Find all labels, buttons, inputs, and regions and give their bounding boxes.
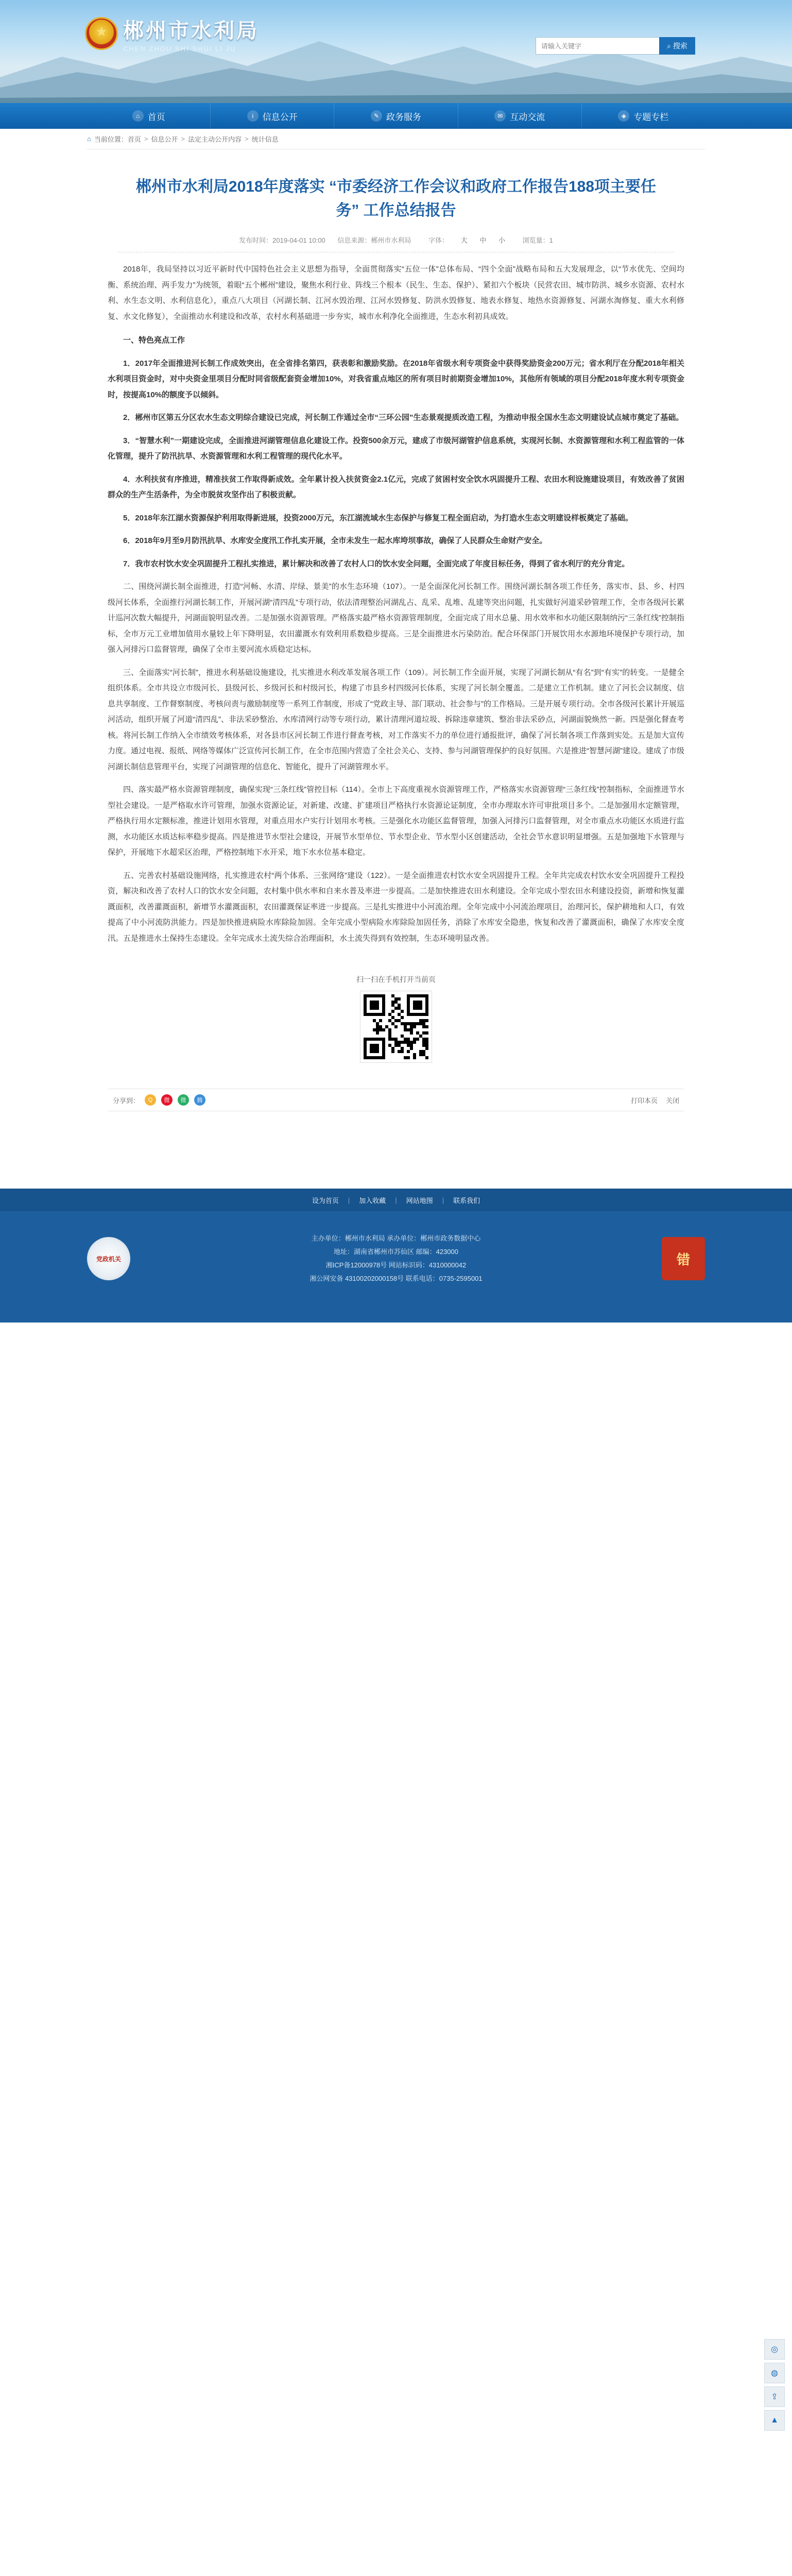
nav-item-label: 政务服务 [386, 112, 421, 122]
print-button[interactable]: 打印本页 [630, 1096, 658, 1105]
nav-item-label: 互动交流 [510, 112, 545, 122]
share-bar [113, 1094, 205, 1106]
tencent-share-icon[interactable]: 腾 [194, 1094, 205, 1106]
breadcrumb-separator: > [245, 135, 249, 143]
qr-code-image [364, 994, 428, 1059]
side-float-buttons [764, 2339, 785, 2431]
top-float-icon[interactable]: ▲ [764, 2410, 785, 2431]
search-box [536, 37, 695, 55]
footer-separator: | [395, 1196, 397, 1204]
publish-time: 发布时间：2019-04-01 10:00 [239, 236, 325, 244]
share-label: 分享到： [113, 1096, 140, 1105]
article-meta [118, 228, 674, 252]
article-paragraph: 五、完善农村基础设施网络，扎实推进农村“两个体系、三张网络”建设（122）。一是全面推进农村饮水安全巩固提升工程。全年共完成农村饮水安全巩固提升工程投资，解决和改善了农村人口的饮水安全问题，农村集中供水率和自来水普及率进一步提高。二是加快推进农田水利建设。全年完成小型农田水利建设投资，新增和恢复灌溉面积，改善灌溉面积，新增节水灌溉面积，农田灌溉保证率进一步提高。三是扎实推进中小河流治理。全年完成中小河流治理项目，治理河长，保护耕地和人口，有效提高了中小河流防洪能力。四是加快推进病险水库除险加固。全年完成小型病险水库除险加固任务，消除了水库安全隐患，恢复和改善了灌溉面积，确保了水库安全度汛。五是推进水土保持生态建设。全年完成水土流失综合治理面积，水土流失得到有效控制，生态环境明显改善。 [108, 871, 684, 943]
font-size-large[interactable]: 大 [460, 236, 468, 244]
site-name-cn: 郴州市水利局 [123, 20, 259, 42]
nav-item-home[interactable] [87, 103, 211, 129]
footer-info [151, 1232, 641, 1285]
footer-separator: | [442, 1196, 444, 1204]
footer-link-home[interactable]: 设为首页 [312, 1196, 339, 1205]
location-icon: ⌂ [87, 135, 91, 143]
topic-icon: ◈ [618, 110, 629, 122]
qr-section [108, 954, 684, 1073]
nav-item-label: 专题专栏 [633, 112, 669, 122]
article-paragraph: 1．2017年全面推进河长制工作成效突出，在全省排名第四，获表彰和激励奖励。在2018年省级水利专项资金中获得奖励资金200万元；省水利厅在分配2018年相关水利项目资金时，对中央资金里项目分配时同省级配套资金增加10%，对我省重点地区的所有项目时前期资金增加10%，其他所有领域的项目分配2018年度水利专项资金时，按提高10%的额度予以倾斜。 [108, 359, 684, 399]
footer-links [0, 1189, 792, 1211]
article-body [108, 262, 684, 946]
weibo-float-icon[interactable]: ◍ [764, 2363, 785, 2383]
footer-link-favorite[interactable]: 加入收藏 [359, 1196, 386, 1205]
footer-police: 湘公网安备 43100202000158号 联系电话：0735-2595001 [309, 1275, 483, 1282]
national-emblem-icon [85, 17, 118, 50]
main-nav [0, 103, 792, 129]
article-paragraph: 4．水利扶贫有序推进，精准扶贫工作取得新成效。全年累计投入扶贫资金2.1亿元，完成了贫困村安全饮水巩固提升工程、农田水利设施建设项目，有效改善了贫困群众的生产生活条件，为全市脱贫攻坚作出了积极贡献。 [108, 474, 684, 499]
article-paragraph: 三、全面落实“河长制”，推进水利基础设施建设，扎实推进水利改革发展各项工作（109）。河长制工作全面开展，实现了河湖长制从“有名”到“有实”的转变。一是健全组织体系。全市共设立市级河长、县级河长、乡级河长和村级河长，构建了市县乡村四级河长体系，实现了河长制全覆盖。二是建立工作机制。建立了河长会议制度、信息共享制度、工作督察制度、考核问责与激励制度等一系列工作制度，形成了“党政主导、部门联动、社会参与”的工作格局。三是开展专项行动。全市各级河长累计开展巡河活动，组织开展了河道“清四乱”、非法采砂整治、水库清网行动等专项行动，累计清理河道垃圾、拆除违章建筑、整治非法采砂点，河湖面貌焕然一新。四是强化督查考核。将河长制工作纳入全市绩效考核体系，对各县市区河长制工作进行督查考核，对工作落实不力的单位进行通报批评，确保了河长制各项工作落到实处。五是加大宣传力度。通过电视、报纸、网络等媒体广泛宣传河长制工作，在全市范围内营造了全社会关心、支持、参与河湖管理保护的良好氛围。六是推进“智慧河湖”建设。建成了市级河湖长制信息管理平台，实现了河湖管理的信息化、智能化，提升了河湖管理水平。 [108, 668, 684, 771]
footer-spacer [0, 1111, 792, 1189]
site-logo[interactable] [85, 14, 259, 53]
article-paragraph: 四、落实最严格水资源管理制度，确保实现“三条红线”管控目标（114）。全市上下高度重视水资源管理工作，严格落实水资源管理“三条红线”控制指标，全面推进节水型社会建设。一是严格取水许可管理，加强水资源论证，对新建、改建、扩建项目严格执行水资源论证制度，全市办理取水许可审批项目多个。二是加强用水定额管理，严格执行用水定额标准，推进计划用水管理，对重点用水户实行计划用水考核。三是强化水功能区监督管理，加强入河排污口监督管理，对全市重点水功能区水质进行监测，水功能区水质达标率稳步提高。四是推进节水型社会建设，开展节水型单位、节水型企业、节水型小区创建活动，全社会节水意识明显增强。五是加强地下水管理与保护，开展地下水超采区治理，严格控制地下水开采，地下水水位基本稳定。 [108, 785, 684, 857]
font-size-label: 字体： [428, 236, 449, 244]
footer-link-contact[interactable]: 联系我们 [453, 1196, 480, 1205]
breadcrumb-home[interactable]: 首页 [127, 135, 141, 143]
wechat-float-icon[interactable]: ◎ [764, 2339, 785, 2360]
nav-item-label: 首页 [147, 112, 165, 122]
search-input[interactable] [536, 38, 659, 54]
search-icon: ⌕ [667, 41, 671, 50]
article-title: 郴州市水利局2018年度落实 “市委经济工作会议和政府工作报告188项主要任务” 工作总结报告 [135, 178, 657, 219]
breadcrumb [87, 129, 705, 149]
info-icon: i [247, 110, 259, 122]
article-paragraph: 2018年，我局坚持以习近平新时代中国特色社会主义思想为指导，全面贯彻落实“五位一体”总体布局、“四个全面”战略布局和五大发展理念，以“节水优先、空间均衡、系统治理、两手发力”为统领，着眼“五个郴州”建设，聚焦水利行业、阵线三个根本（民生、生态、保护）、紧扣六个板块（民营农田、城市防洪、城乡水资源、农村水利、水生态文明、水利信息化），重点八大项目（河湖长制、江河水毁治理、江河水毁修复、防洪水毁修复、地表水修复、地热水资源修复、河湖水淘修复、重大水利修复、水文化修复），全面推动水利建设和改革，农村水利基础进一步夯实，城市水利净化全面推进，生态水利初具成效。 [108, 265, 684, 321]
footer-link-sitemap[interactable]: 网站地图 [406, 1196, 433, 1205]
nav-item-label: 信息公开 [262, 112, 298, 122]
breadcrumb-stats[interactable]: 统计信息 [251, 135, 279, 143]
search-button[interactable] [659, 37, 695, 55]
qr-label: 扫一扫在手机打开当前页 [356, 975, 436, 984]
nav-item-interact[interactable] [458, 103, 582, 129]
tool-actions [631, 1095, 679, 1105]
qzone-share-icon[interactable]: Q [145, 1094, 156, 1106]
weibo-share-icon[interactable]: 微 [161, 1094, 173, 1106]
home-icon: ⌂ [132, 110, 144, 122]
site-name-en: CHEN ZHOU SHI SHUI LI JU [123, 45, 236, 53]
site-name [123, 14, 259, 53]
footer-host: 主办单位：郴州市水利局 承办单位：郴州市政务数据中心 [311, 1234, 481, 1242]
footer-separator: | [348, 1196, 350, 1204]
article-paragraph: 6．2018年9月至9月防汛抗旱、水库安全度汛工作扎实开展，全市未发生一起水库垮坝事故，确保了人民群众生命财产安全。 [123, 536, 547, 545]
share-float-icon[interactable]: ⇪ [764, 2386, 785, 2407]
footer-icp: 湘ICP备12000978号 网站标识码：4310000042 [325, 1261, 467, 1269]
font-size-small[interactable]: 小 [498, 236, 505, 244]
nav-item-service[interactable] [334, 103, 458, 129]
service-icon: ✎ [371, 110, 382, 122]
footer-main [87, 1211, 705, 1285]
info-source: 信息来源：郴州市水利局 [337, 236, 411, 244]
error-report-badge[interactable]: 错 [662, 1237, 705, 1280]
nav-item-topic[interactable] [582, 103, 705, 129]
breadcrumb-separator: > [144, 135, 148, 143]
article-paragraph: 3．“智慧水利”一期建设完成，全面推进河湖管理信息化建设工作。投资500余万元，建成了市级河湖管护信息系统，实现河长制、水资源管理和水利工程监管的一体化管理，提升了防汛抗旱、水资源管理和水利工程管理的现代化水平。 [108, 436, 684, 461]
chat-icon: ✉ [494, 110, 506, 122]
article-paragraph: 2．郴州市区第五分区农水生态文明综合建设已完成，河长制工作通过全市“三环公园”生态景观提质改造工程，为推动申报全国水生态文明建设试点城市奠定了基础。 [123, 413, 684, 422]
site-header [0, 0, 792, 103]
article-paragraph: 二、围绕河湖长制全面推进，打造“河畅、水清、岸绿、景美”的水生态环境（107）。一是全面深化河长制工作。围绕河湖长制各项工作任务，落实市、县、乡、村四级河长体系，全面推行河湖长制工作，开展河湖“清四乱”专项行动，依法清理整治河湖乱占、乱采、乱堆、乱建等突出问题，扎实做好河道采砂管理工作，全市各级河长累计巡河次数大幅提升，河湖面貌明显改善。二是加强水资源管理。严格落实最严格水资源管理制度，全面完成了用水总量、用水效率和水功能区限制纳污“三条红线”控制指标，全市万元工业增加值用水量较上年下降明显，农田灌溉水有效利用系数稳步提高。三是全面推进水污染防治。配合环保部门开展饮用水水源地环境保护专项行动，加强入河排污口监督管理，确保了全市主要河流水质稳定达标。 [108, 582, 684, 654]
breadcrumb-info[interactable]: 信息公开 [151, 135, 178, 143]
party-government-badge[interactable]: 党政机关 [87, 1237, 130, 1280]
section-heading: 一、特色亮点工作 [123, 336, 185, 345]
wechat-share-icon[interactable]: 微 [178, 1094, 189, 1106]
article-container [87, 149, 705, 1073]
site-footer [0, 1189, 792, 1323]
breadcrumb-separator: > [181, 135, 185, 143]
search-button-label: 搜索 [673, 42, 687, 50]
font-size-medium[interactable]: 中 [479, 236, 487, 244]
nav-item-info[interactable] [211, 103, 334, 129]
breadcrumb-prefix: 当前位置： [94, 135, 128, 143]
breadcrumb-legal[interactable]: 法定主动公开内容 [188, 135, 242, 143]
article-paragraph: 5．2018年东江湖水资源保护利用取得新进展，投资2000万元，东江湖流域水生态保护与修复工程全面启动，为打造水生态文明建设样板奠定了基础。 [123, 513, 633, 522]
qr-code [360, 991, 432, 1063]
footer-address: 地址：湖南省郴州市苏仙区 邮编：423000 [334, 1248, 458, 1256]
view-count: 浏览量：1 [522, 236, 553, 244]
article-tools [108, 1089, 684, 1111]
article-paragraph: 7．我市农村饮水安全巩固提升工程扎实推进，累计解决和改善了农村人口的饮水安全问题，全面完成了年度目标任务，得到了省水利厅的充分肯定。 [123, 559, 630, 568]
close-button[interactable]: 关闭 [665, 1096, 679, 1105]
